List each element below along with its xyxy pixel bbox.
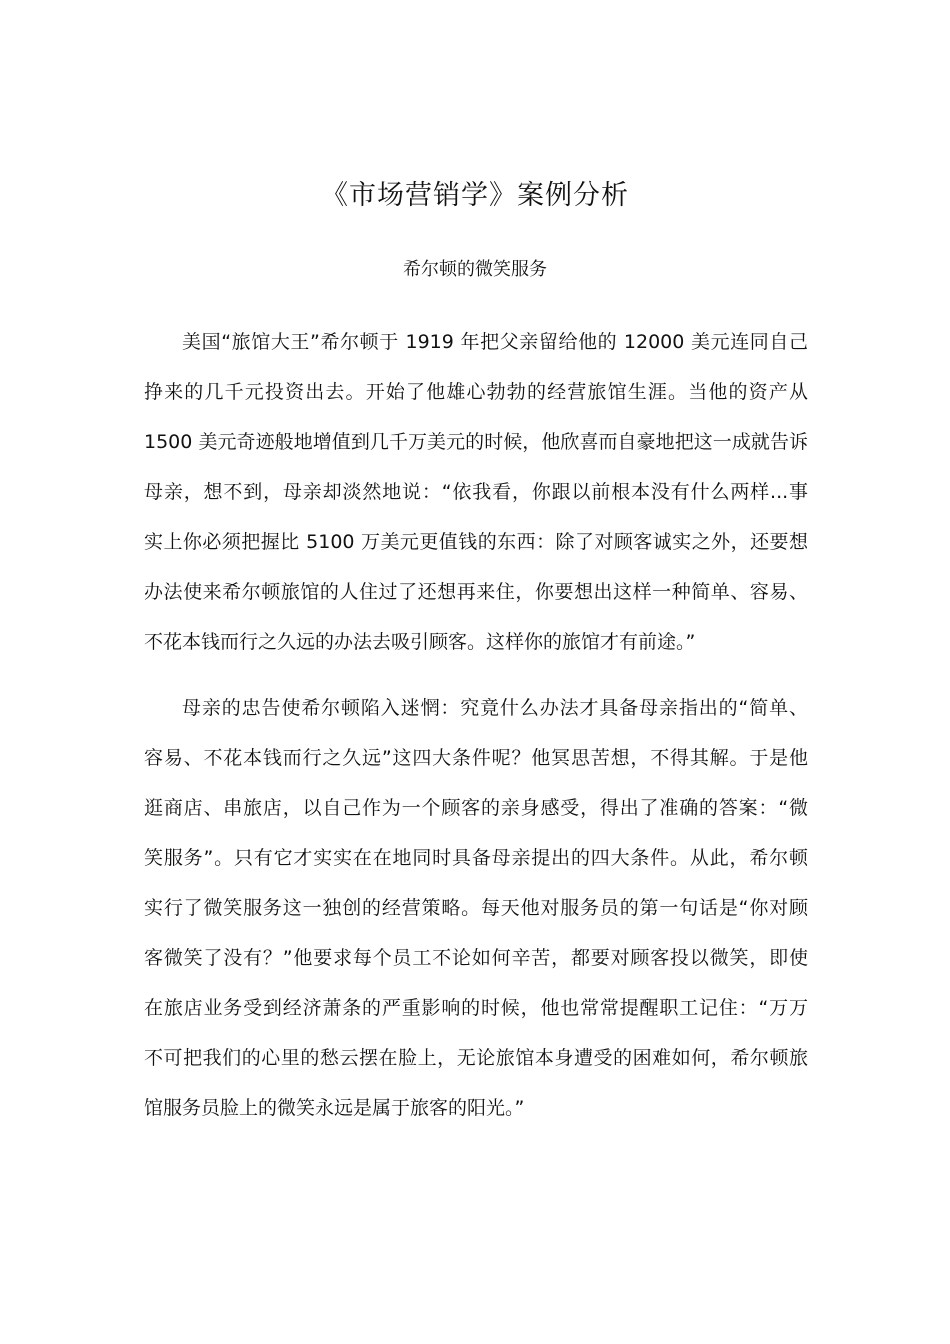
paragraph-line: 实行了微笑服务这一独创的经营策略。每天他对服务员的第一句话是“你对顾	[144, 897, 808, 919]
paragraph-line: 1500 美元奇迹般地增值到几千万美元的时候，他欣喜而自豪地把这一成就告诉	[144, 431, 808, 453]
paragraph-line: 美国“旅馆大王”希尔顿于 1919 年把父亲留给他的 12000 美元连同自己	[182, 331, 808, 353]
paragraph-line: 容易、不花本钱而行之久远”这四大条件呢？他冥思苦想，不得其解。于是他	[144, 747, 808, 769]
paragraph-line: 馆服务员脸上的微笑永远是属于旅客的阳光。”	[144, 1097, 525, 1119]
paragraph-line: 笑服务”。只有它才实实在在地同时具备母亲提出的四大条件。从此，希尔顿	[144, 847, 808, 869]
paragraph-line: 客微笑了没有？”他要求每个员工不论如何辛苦，都要对顾客投以微笑，即使	[144, 947, 808, 969]
document-subtitle: 希尔顿的微笑服务	[403, 259, 547, 280]
paragraph-line: 不花本钱而行之久远的办法去吸引顾客。这样你的旅馆才有前途。”	[144, 631, 696, 653]
paragraph-line: 挣来的几千元投资出去。开始了他雄心勃勃的经营旅馆生涯。当他的资产从	[144, 381, 808, 403]
paragraph-line: 在旅店业务受到经济萧条的严重影响的时候，他也常常提醒职工记住：“万万	[144, 997, 808, 1019]
document-title: 《市场营销学》案例分析	[321, 180, 629, 211]
paragraph-line: 逛商店、串旅店，以自己作为一个顾客的亲身感受，得出了准确的答案：“微	[144, 797, 808, 819]
paragraph-line: 不可把我们的心里的愁云摆在脸上，无论旅馆本身遭受的困难如何，希尔顿旅	[144, 1047, 808, 1069]
paragraph-line: 办法使来希尔顿旅馆的人住过了还想再来住，你要想出这样一种简单、容易、	[144, 581, 808, 603]
paragraph-line: 母亲，想不到，母亲却淡然地说：“依我看，你跟以前根本没有什么两样...事	[144, 481, 808, 503]
paragraph-2	[144, 688, 808, 1138]
paragraph-1	[144, 322, 808, 672]
paragraph-line: 母亲的忠告使希尔顿陷入迷惘：究竟什么办法才具备母亲指出的“简单、	[182, 697, 808, 719]
paragraph-line: 实上你必须把握比 5100 万美元更值钱的东西：除了对顾客诚实之外，还要想	[144, 531, 808, 553]
